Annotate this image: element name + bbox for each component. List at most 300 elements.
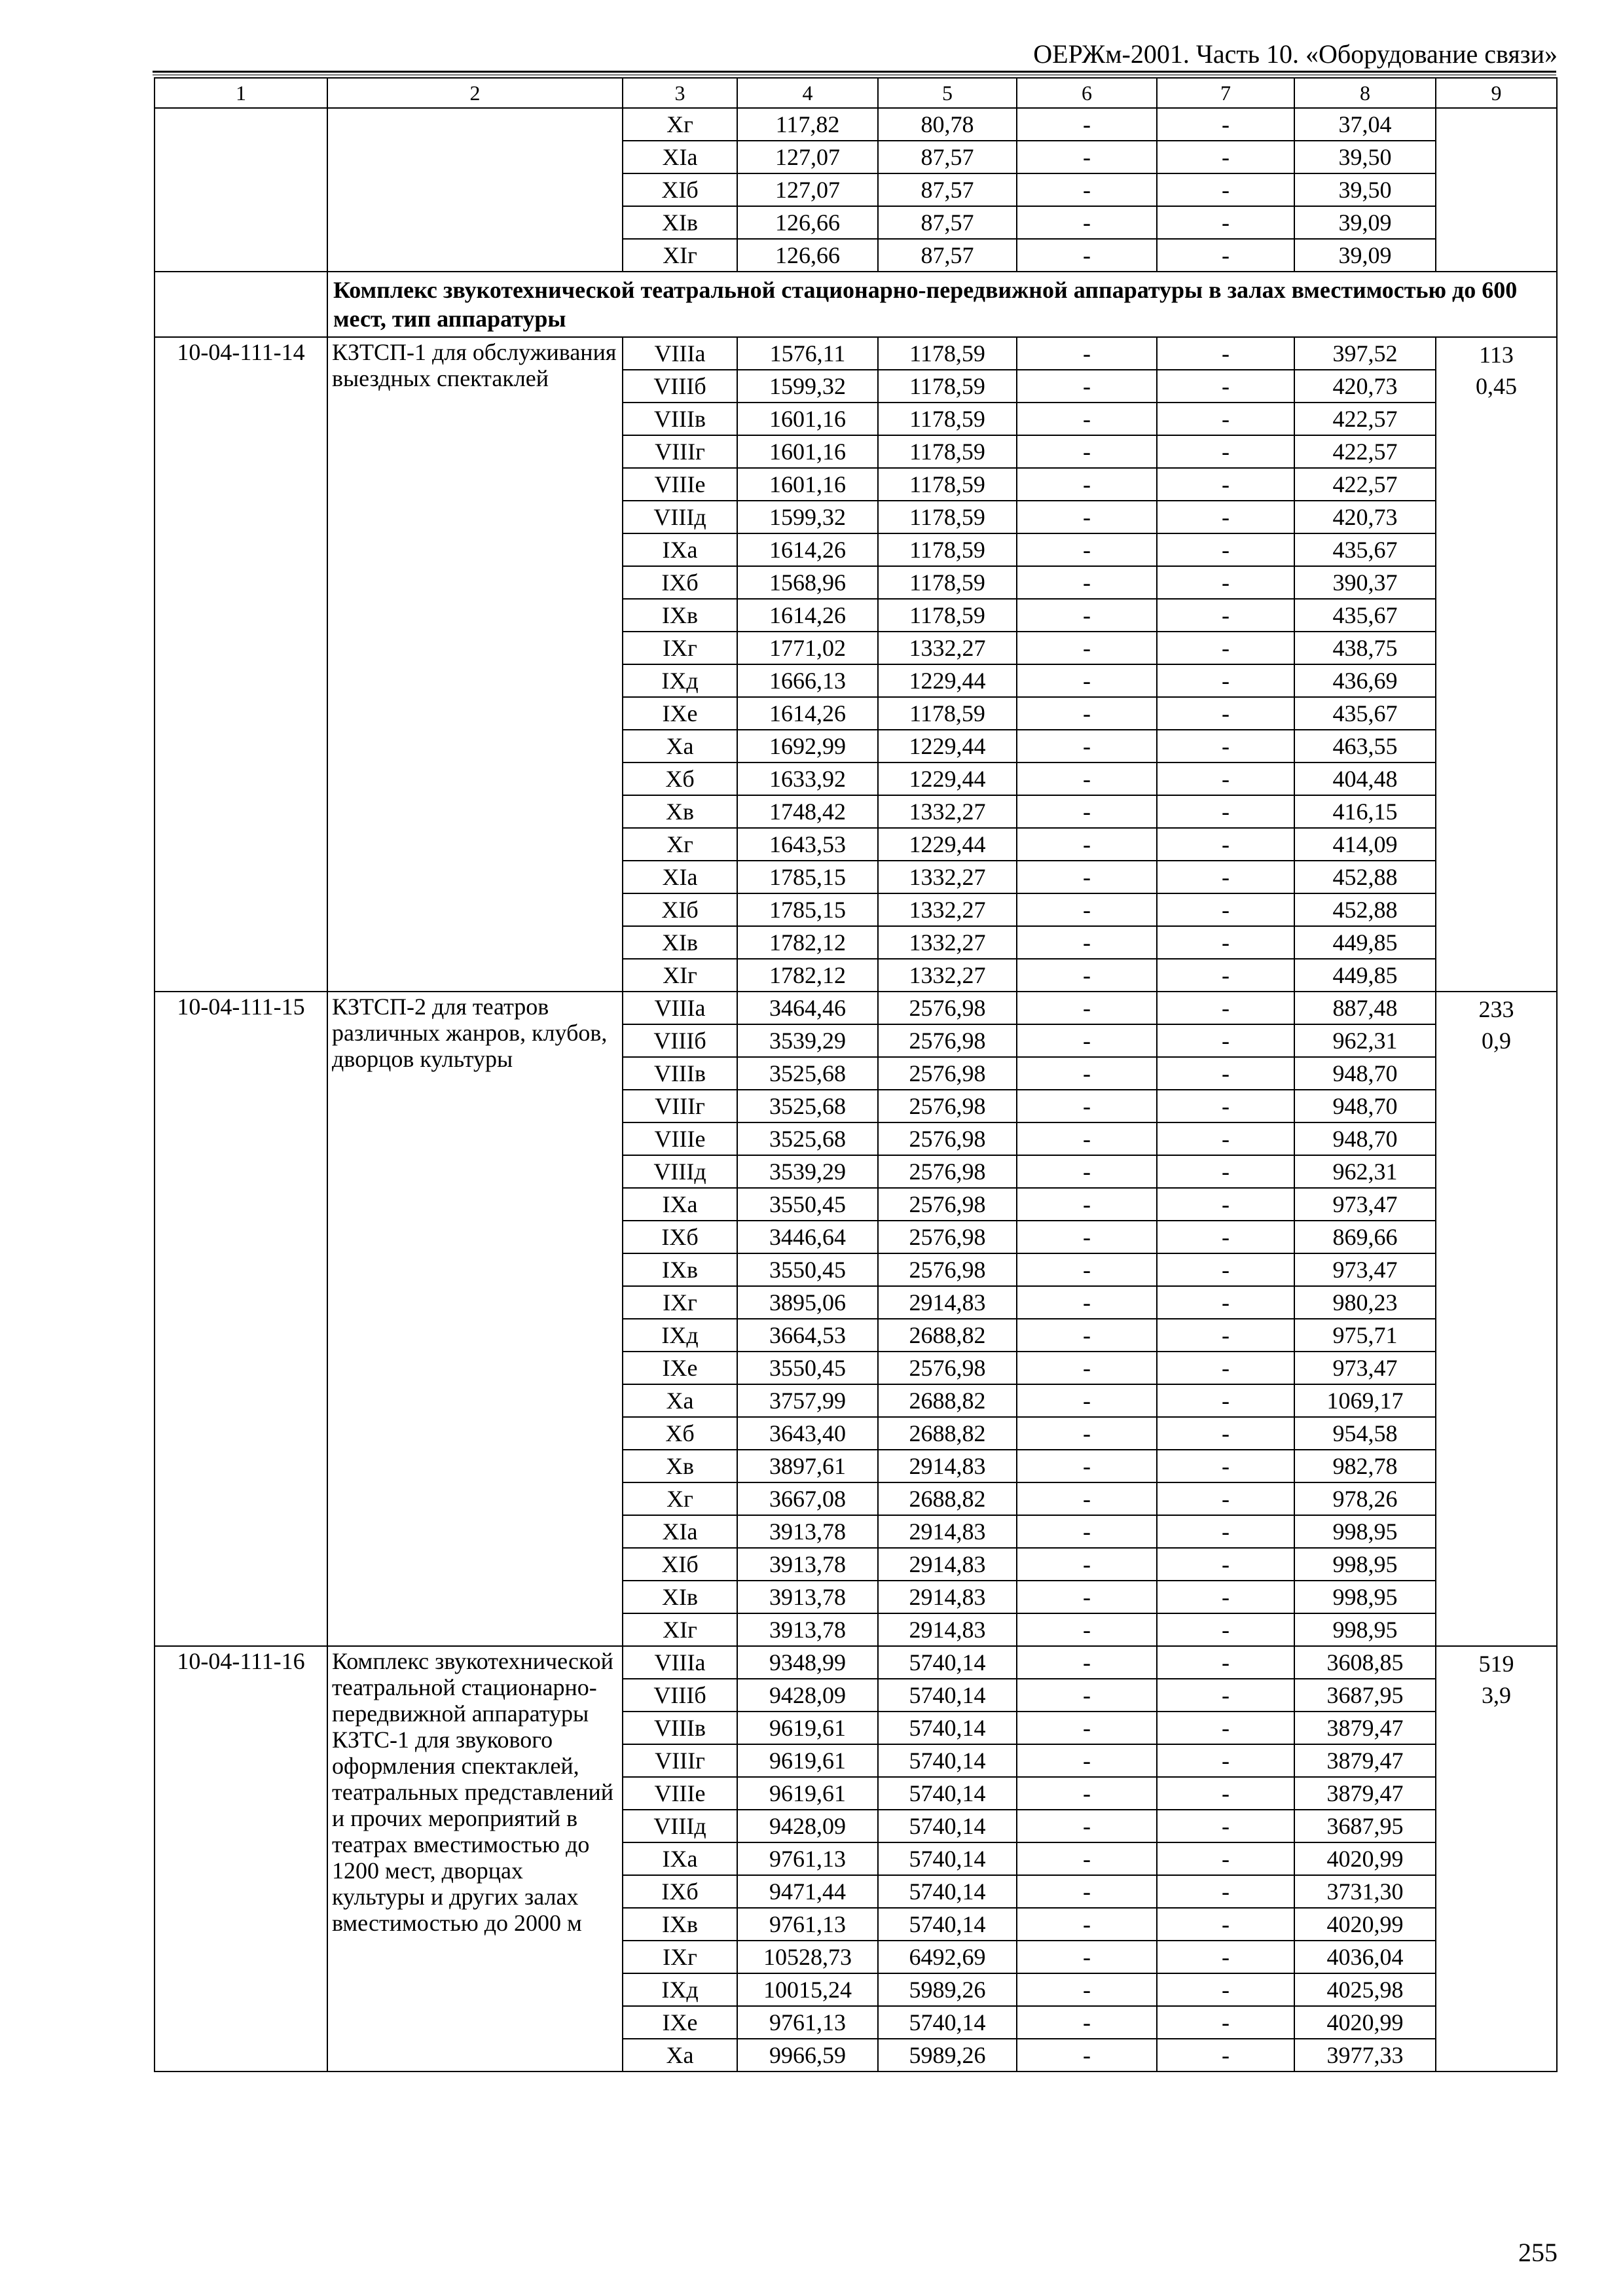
rate-code: 10-04-111-16 [155, 1646, 327, 2072]
table-cell: 39,50 [1294, 173, 1436, 206]
table-cell: 962,31 [1294, 1024, 1436, 1057]
table-cell: 2576,98 [878, 1253, 1017, 1286]
table-cell: ХIг [623, 959, 737, 992]
column-number: 8 [1294, 78, 1436, 108]
table-cell: - [1017, 893, 1157, 926]
table-cell: 39,50 [1294, 141, 1436, 173]
table-cell: - [1017, 173, 1157, 206]
table-cell: - [1017, 992, 1157, 1024]
table-cell: VIIIа [623, 992, 737, 1024]
table-cell: 1229,44 [878, 664, 1017, 697]
table-cell: - [1157, 1482, 1294, 1515]
table-cell: IХб [623, 1221, 737, 1253]
table-cell: - [1157, 1384, 1294, 1417]
table-cell: - [1017, 1057, 1157, 1090]
table-cell: - [1017, 1155, 1157, 1188]
table-cell: 127,07 [737, 141, 878, 173]
table-cell: 1178,59 [878, 435, 1017, 468]
table-cell: Хг [623, 1482, 737, 1515]
table-cell: 117,82 [737, 108, 878, 141]
table-cell: 3687,95 [1294, 1810, 1436, 1842]
table-cell: - [1017, 599, 1157, 632]
table-cell: 1692,99 [737, 730, 878, 762]
page-number: 255 [1518, 2238, 1558, 2267]
table-cell: VIIIа [623, 1646, 737, 1679]
table-cell: IХг [623, 1286, 737, 1319]
table-cell: - [1157, 1286, 1294, 1319]
table-cell: 1178,59 [878, 599, 1017, 632]
table-cell: - [1157, 1875, 1294, 1908]
table-cell: 1614,26 [737, 599, 878, 632]
table-cell: ХIа [623, 861, 737, 893]
table-cell: 37,04 [1294, 108, 1436, 141]
table-cell: - [1157, 370, 1294, 403]
table-cell: 948,70 [1294, 1122, 1436, 1155]
table-cell: - [1157, 533, 1294, 566]
table-cell: - [1017, 501, 1157, 533]
table-cell: ХIв [623, 926, 737, 959]
labor-cost: 519 [1478, 1651, 1514, 1677]
table-cell: 3608,85 [1294, 1646, 1436, 1679]
table-cell: 9761,13 [737, 1842, 878, 1875]
table-cell: - [1157, 1352, 1294, 1384]
table-cell: - [1157, 926, 1294, 959]
table-cell: - [1157, 1515, 1294, 1548]
table-cell: - [1017, 1581, 1157, 1613]
rate-name: КЗТСП-1 для обслуживания выездных спектаклей [327, 337, 623, 992]
table-cell: 1332,27 [878, 795, 1017, 828]
table-cell: - [1017, 566, 1157, 599]
table-cell: 998,95 [1294, 1613, 1436, 1646]
table-cell: IХв [623, 599, 737, 632]
table-cell: 2688,82 [878, 1482, 1017, 1515]
table-cell: 1601,16 [737, 468, 878, 501]
table-cell: 3525,68 [737, 1122, 878, 1155]
column-number: 7 [1157, 78, 1294, 108]
table-cell: 9619,61 [737, 1777, 878, 1810]
table-cell: VIIIе [623, 1122, 737, 1155]
table-cell: - [1017, 1221, 1157, 1253]
rate-name: Комплекс звукотехнической театральной стационарно-передвижной аппаратуры КЗТС-1 для звукового оформления спектаклей, театральных представлений и прочих мероприятий в театрах вместимостью до 1200 мест, дворцах культуры и других залах вместимостью до 2000 м [327, 1646, 623, 2072]
table-cell: - [1157, 632, 1294, 664]
table-cell: 982,78 [1294, 1450, 1436, 1482]
table-cell: - [1017, 1613, 1157, 1646]
table-cell: 87,57 [878, 206, 1017, 239]
table-cell: 87,57 [878, 239, 1017, 272]
table-cell: 3731,30 [1294, 1875, 1436, 1908]
table-cell: 2576,98 [878, 1221, 1017, 1253]
table-cell: - [1157, 1090, 1294, 1122]
table-cell: - [1157, 1613, 1294, 1646]
table-cell: IХг [623, 1941, 737, 1973]
table-cell: - [1157, 1417, 1294, 1450]
table-cell: 452,88 [1294, 861, 1436, 893]
rates-table [154, 77, 1558, 2072]
table-cell: Хв [623, 795, 737, 828]
table-cell: - [1157, 664, 1294, 697]
table-cell: - [1157, 1810, 1294, 1842]
table-cell: 3977,33 [1294, 2039, 1436, 2072]
table-cell: 2914,83 [878, 1515, 1017, 1548]
table-cell: - [1157, 2006, 1294, 2039]
table-cell: 1332,27 [878, 959, 1017, 992]
table-cell: - [1157, 403, 1294, 435]
table-cell: - [1157, 468, 1294, 501]
table-cell: 1332,27 [878, 861, 1017, 893]
table-cell: 5740,14 [878, 1777, 1017, 1810]
table-cell: VIIIв [623, 1712, 737, 1744]
table-cell: ХIб [623, 1548, 737, 1581]
table-cell: Хв [623, 1450, 737, 1482]
table-cell: - [1017, 1319, 1157, 1352]
table-cell: 404,48 [1294, 762, 1436, 795]
table-cell: - [1017, 403, 1157, 435]
table-cell: 1178,59 [878, 468, 1017, 501]
table-cell: VIIIа [623, 337, 737, 370]
table-cell: 438,75 [1294, 632, 1436, 664]
table-cell: 2914,83 [878, 1450, 1017, 1482]
table-cell: - [1017, 1679, 1157, 1712]
table-cell: IХд [623, 664, 737, 697]
table-cell: 3897,61 [737, 1450, 878, 1482]
table-cell: ХIг [623, 1613, 737, 1646]
table-cell: - [1157, 1646, 1294, 1679]
table-cell: 1568,96 [737, 566, 878, 599]
table-cell: - [1017, 1810, 1157, 1842]
meta-cell [1436, 108, 1557, 272]
table-row [155, 108, 1557, 141]
column-number: 6 [1017, 78, 1157, 108]
rate-code: 10-04-111-14 [155, 337, 327, 992]
table-cell: 1178,59 [878, 337, 1017, 370]
table-cell: - [1157, 730, 1294, 762]
table-cell: 887,48 [1294, 992, 1436, 1024]
table-cell: - [1017, 2039, 1157, 2072]
table-cell: - [1157, 1744, 1294, 1777]
table-cell: - [1017, 926, 1157, 959]
table-cell: 4025,98 [1294, 1973, 1436, 2006]
table-cell: 3913,78 [737, 1581, 878, 1613]
table-cell: 4020,99 [1294, 1908, 1436, 1941]
table-cell: 449,85 [1294, 959, 1436, 992]
table-cell: 1666,13 [737, 664, 878, 697]
table-cell: - [1017, 1024, 1157, 1057]
table-cell: 39,09 [1294, 239, 1436, 272]
machinist-labor: 0,45 [1476, 373, 1517, 399]
table-cell: ХIа [623, 1515, 737, 1548]
table-cell: 3879,47 [1294, 1744, 1436, 1777]
table-cell: 2688,82 [878, 1319, 1017, 1352]
code-cell [155, 108, 327, 272]
table-cell: - [1017, 1482, 1157, 1515]
table-cell: 2914,83 [878, 1613, 1017, 1646]
table-cell: 954,58 [1294, 1417, 1436, 1450]
table-cell: 3464,46 [737, 992, 878, 1024]
table-cell: - [1017, 533, 1157, 566]
table-cell: - [1017, 1122, 1157, 1155]
table-cell: 2576,98 [878, 1024, 1017, 1057]
table-cell: Ха [623, 730, 737, 762]
table-cell: 3913,78 [737, 1548, 878, 1581]
table-cell: 1601,16 [737, 435, 878, 468]
table-cell: - [1017, 1384, 1157, 1417]
table-cell: 1178,59 [878, 501, 1017, 533]
table-cell: 420,73 [1294, 370, 1436, 403]
meta-cell [1436, 1646, 1557, 2072]
table-cell: Хг [623, 828, 737, 861]
table-row [155, 992, 1557, 1024]
table-cell: - [1157, 1122, 1294, 1155]
table-cell: - [1157, 1057, 1294, 1090]
table-cell: - [1017, 1908, 1157, 1941]
table-cell: - [1157, 1450, 1294, 1482]
table-cell: VIIIв [623, 403, 737, 435]
table-cell: Хг [623, 108, 737, 141]
table-cell: - [1017, 108, 1157, 141]
table-cell: - [1017, 1712, 1157, 1744]
table-cell: - [1157, 1908, 1294, 1941]
table-cell: 975,71 [1294, 1319, 1436, 1352]
table-cell: - [1017, 1777, 1157, 1810]
table-cell: VIIIг [623, 1090, 737, 1122]
table-cell: - [1017, 1973, 1157, 2006]
table-cell: ХIв [623, 206, 737, 239]
table-cell: VIIIе [623, 1777, 737, 1810]
table-cell: - [1157, 1221, 1294, 1253]
table-cell: 4020,99 [1294, 1842, 1436, 1875]
table-cell: 1782,12 [737, 959, 878, 992]
table-cell: - [1017, 664, 1157, 697]
table-cell: - [1017, 1286, 1157, 1319]
table-cell: - [1017, 2006, 1157, 2039]
table-cell: 973,47 [1294, 1352, 1436, 1384]
table-cell: - [1157, 1712, 1294, 1744]
table-cell: VIIIб [623, 370, 737, 403]
table-cell: 3913,78 [737, 1515, 878, 1548]
table-cell: 435,67 [1294, 533, 1436, 566]
table-cell: VIIIб [623, 1679, 737, 1712]
table-cell: 3895,06 [737, 1286, 878, 1319]
table-cell: 5740,14 [878, 1712, 1017, 1744]
table-cell: IХб [623, 566, 737, 599]
table-cell: VIIIв [623, 1057, 737, 1090]
table-cell: 390,37 [1294, 566, 1436, 599]
table-cell: 3687,95 [1294, 1679, 1436, 1712]
table-cell: 973,47 [1294, 1188, 1436, 1221]
table-cell: 2576,98 [878, 1122, 1017, 1155]
table-cell: 980,23 [1294, 1286, 1436, 1319]
table-cell: 1178,59 [878, 403, 1017, 435]
table-cell: - [1017, 239, 1157, 272]
table-cell: 1782,12 [737, 926, 878, 959]
table-cell: 5740,14 [878, 1908, 1017, 1941]
table-cell: 416,15 [1294, 795, 1436, 828]
table-cell: 2576,98 [878, 992, 1017, 1024]
table-cell: 1643,53 [737, 828, 878, 861]
table-cell: IХа [623, 1188, 737, 1221]
table-cell: - [1017, 1253, 1157, 1286]
table-cell: 422,57 [1294, 435, 1436, 468]
table-cell: 4020,99 [1294, 2006, 1436, 2039]
table-cell: - [1157, 1253, 1294, 1286]
table-cell: - [1157, 206, 1294, 239]
table-cell: 1178,59 [878, 370, 1017, 403]
table-cell: - [1017, 1941, 1157, 1973]
table-cell: 3550,45 [737, 1352, 878, 1384]
table-cell: 2576,98 [878, 1155, 1017, 1188]
table-cell: 127,07 [737, 173, 878, 206]
table-cell: 87,57 [878, 173, 1017, 206]
table-cell: 3664,53 [737, 1319, 878, 1352]
table-cell: 422,57 [1294, 468, 1436, 501]
table-cell: VIIIг [623, 435, 737, 468]
table-cell: - [1017, 697, 1157, 730]
table-cell: 9348,99 [737, 1646, 878, 1679]
table-cell: 80,78 [878, 108, 1017, 141]
table-cell: IХв [623, 1253, 737, 1286]
table-cell: 1229,44 [878, 730, 1017, 762]
table-cell: - [1017, 1188, 1157, 1221]
table-cell: 1771,02 [737, 632, 878, 664]
table-cell: - [1017, 1842, 1157, 1875]
table-cell: 420,73 [1294, 501, 1436, 533]
labor-cost: 113 [1479, 342, 1514, 368]
table-cell: VIIIе [623, 468, 737, 501]
table-cell: 2914,83 [878, 1548, 1017, 1581]
table-cell: IХг [623, 632, 737, 664]
table-cell: - [1017, 1646, 1157, 1679]
table-cell: ХIв [623, 1581, 737, 1613]
table-cell: - [1157, 1155, 1294, 1188]
table-cell: 6492,69 [878, 1941, 1017, 1973]
column-number: 3 [623, 78, 737, 108]
table-cell: - [1157, 1024, 1294, 1057]
table-cell: 2576,98 [878, 1188, 1017, 1221]
table-cell: - [1157, 1973, 1294, 2006]
table-cell: IХе [623, 2006, 737, 2039]
table-cell: 436,69 [1294, 664, 1436, 697]
table-cell: 9619,61 [737, 1712, 878, 1744]
table-cell: 5740,14 [878, 1646, 1017, 1679]
table-cell: 126,66 [737, 239, 878, 272]
table-cell: 5740,14 [878, 1679, 1017, 1712]
table-cell: - [1157, 337, 1294, 370]
column-number-row [155, 78, 1557, 108]
table-cell: - [1157, 1941, 1294, 1973]
code-cell [155, 272, 327, 337]
table-cell: 869,66 [1294, 1221, 1436, 1253]
table-cell: 9619,61 [737, 1744, 878, 1777]
table-cell: - [1157, 108, 1294, 141]
table-cell: 3525,68 [737, 1057, 878, 1090]
table-cell: - [1157, 1188, 1294, 1221]
table-cell: - [1157, 959, 1294, 992]
table-cell: 5740,14 [878, 1810, 1017, 1842]
table-cell: - [1017, 370, 1157, 403]
table-cell: - [1017, 632, 1157, 664]
table-cell: 9761,13 [737, 1908, 878, 1941]
table-cell: 2688,82 [878, 1384, 1017, 1417]
table-cell: 9761,13 [737, 2006, 878, 2039]
table-cell: - [1157, 141, 1294, 173]
table-cell: 998,95 [1294, 1581, 1436, 1613]
table-cell: - [1017, 795, 1157, 828]
table-cell: 5740,14 [878, 2006, 1017, 2039]
table-cell: 3667,08 [737, 1482, 878, 1515]
table-cell: - [1017, 1450, 1157, 1482]
table-cell: 126,66 [737, 206, 878, 239]
table-cell: 1229,44 [878, 762, 1017, 795]
table-cell: - [1017, 1417, 1157, 1450]
table-cell: ХIб [623, 893, 737, 926]
table-cell: 1178,59 [878, 697, 1017, 730]
table-cell: - [1157, 173, 1294, 206]
table-cell: 452,88 [1294, 893, 1436, 926]
table-cell: IХд [623, 1319, 737, 1352]
table-cell: 9428,09 [737, 1679, 878, 1712]
name-cell [327, 108, 623, 272]
table-cell: 9966,59 [737, 2039, 878, 2072]
table-cell: IХе [623, 697, 737, 730]
table-cell: - [1157, 1581, 1294, 1613]
table-cell: 1614,26 [737, 533, 878, 566]
table-cell: IХд [623, 1973, 737, 2006]
table-cell: 1576,11 [737, 337, 878, 370]
table-cell: 1069,17 [1294, 1384, 1436, 1417]
table-cell: - [1157, 599, 1294, 632]
table-cell: 998,95 [1294, 1548, 1436, 1581]
table-cell: 1599,32 [737, 501, 878, 533]
table-cell: 1229,44 [878, 828, 1017, 861]
table-cell: - [1157, 828, 1294, 861]
table-cell: 3879,47 [1294, 1712, 1436, 1744]
machinist-labor: 0,9 [1482, 1028, 1511, 1054]
table-cell: 5740,14 [878, 1875, 1017, 1908]
table-cell: - [1157, 697, 1294, 730]
table-cell: 3550,45 [737, 1253, 878, 1286]
table-cell: 2914,83 [878, 1286, 1017, 1319]
table-cell: - [1017, 861, 1157, 893]
table-cell: 5989,26 [878, 1973, 1017, 2006]
table-cell: - [1017, 1352, 1157, 1384]
table-cell: 3643,40 [737, 1417, 878, 1450]
table-cell: 435,67 [1294, 599, 1436, 632]
rate-name: КЗТСП-2 для театров различных жанров, клубов, дворцов культуры [327, 992, 623, 1646]
table-cell: 9428,09 [737, 1810, 878, 1842]
table-cell: IХа [623, 533, 737, 566]
table-cell: - [1157, 435, 1294, 468]
table-cell: 5740,14 [878, 1744, 1017, 1777]
table-cell: 414,09 [1294, 828, 1436, 861]
table-cell: 449,85 [1294, 926, 1436, 959]
table-cell: - [1157, 861, 1294, 893]
table-cell: 3879,47 [1294, 1777, 1436, 1810]
table-cell: - [1157, 1679, 1294, 1712]
table-cell: 5740,14 [878, 1842, 1017, 1875]
table-cell: 397,52 [1294, 337, 1436, 370]
table-cell: - [1017, 1548, 1157, 1581]
table-cell: - [1017, 762, 1157, 795]
table-cell: 10528,73 [737, 1941, 878, 1973]
meta-cell [1436, 337, 1557, 992]
table-cell: - [1017, 1875, 1157, 1908]
table-cell: VIIIд [623, 1155, 737, 1188]
table-cell: 4036,04 [1294, 1941, 1436, 1973]
column-number: 1 [155, 78, 327, 108]
table-row [155, 1646, 1557, 1679]
table-cell: 10015,24 [737, 1973, 878, 2006]
table-cell: 2688,82 [878, 1417, 1017, 1450]
